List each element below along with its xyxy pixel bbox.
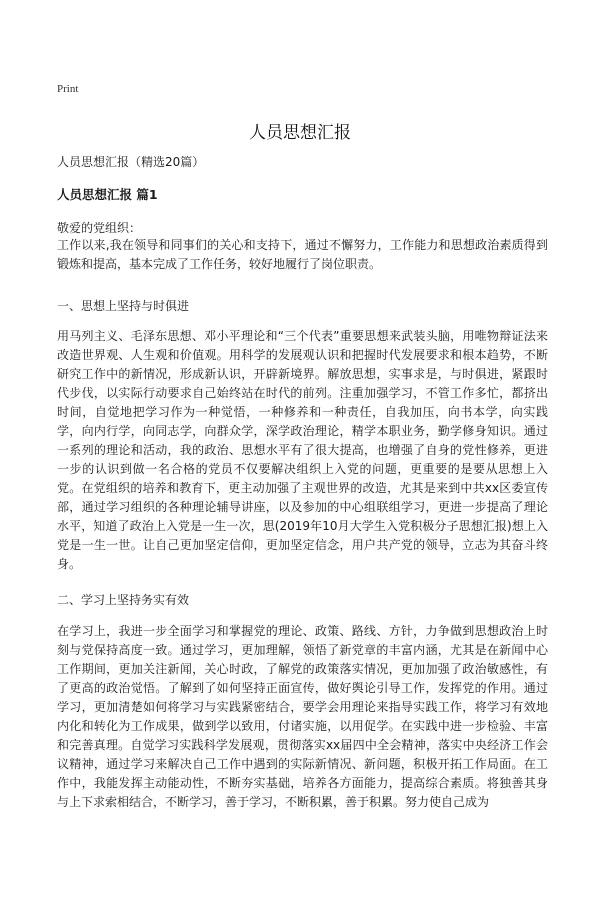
paragraph-thought: 用马列主义、毛泽东思想、邓小平理论和“三个代表”重要思想来武装头脑，用唯物辩证法来改造世界观、人生观和价值观。用科学的发展观认识和把握时代发展要求和根本趋势，不断研究工作中的新情况，形成新认识，开辟新境界。解放思想，实事求是，与时俱进，紧跟时代步伐，以实际行动要求自己始终站在时代的前列。注重加强学习，不管工作多忙，都挤出时间，自觉地把学习作为一种觉悟，一种修养和一种责任，自我加压，向书本学，向实践学，向内行学，向同志学，向群众学，深学政治理论，精学本职业务，勤学修身知识。通过一系列的理论和活动，我的政治、思想水平有了很大提高，也增强了自身的党性修养，更进一步的认识到做一名合格的党员不仅要解决组织上入党的问题，更重要的是要从思想上入党。在党组织的培养和教育下，更主动加强了主观世界的改造，尤其是来到中共xx区委宣传部，通过学习组织的各种理论辅导讲座，以及参加的中心组联组学习，更进一步提高了理论水平，知道了政治上入党是一生一次，思(2019年10月大学生入党积极分子思想汇报)想上入党是一生一世。让自己更加坚定信仰，更加坚定信念，用户共产党的领导，立志为其奋斗终身。 bbox=[57, 329, 548, 571]
paragraph-study: 在学习上，我进一步全面学习和掌握党的理论、政策、路线、方针，力争做到思想政治上时刻与党保持高度一致。通过学习，更加理解，领悟了新党章的丰富内涵，尤其是在新闻中心工作期间，更加关注新闻，关心时政，了解党的政策落实情况，更加加强了政治敏感性，有了更高的政治觉悟。了解到了如何坚持正面宣传，做好舆论引导工作，发挥党的作用。通过学习，更加清楚如何将学习与实践紧密结合，要学会用理论来指导实践工作，将学习有效地内化和转化为工作成果，做到学以致用，付诸实施，以用促学。在实践中进一步检验、丰富和完善真理。自觉学习实践科学发展观，贯彻落实xx届四中全会精神，落实中央经济工作会议精神，通过学习来解决自己工作中遇到的实际新情况、新问题，积极开拓工作局面。在工作中，我能发挥主动能动性，不断夯实基础，培养各方面能力，提高综合素质。将独善其身与上下求索相结合，不断学习，善于学习，不断积累，善于积累。努力使自己成为 bbox=[57, 624, 548, 809]
paragraph-intro: 工作以来,我在领导和同事们的关心和支持下，通过不懈努力，工作能力和思想政治素质得到锻炼和提高，基本完成了工作任务，较好地履行了岗位职责。 bbox=[57, 238, 548, 271]
print-label: Print bbox=[57, 83, 79, 95]
greeting-line: 敬爱的党组织： bbox=[57, 221, 142, 235]
subheading-study: 二、学习上坚持务实有效 bbox=[57, 593, 190, 607]
document-subtitle: 人员思想汇报（精选20篇） bbox=[57, 155, 205, 169]
page-title: 人员思想汇报 bbox=[249, 123, 351, 143]
section-heading: 人员思想汇报 篇1 bbox=[57, 187, 158, 202]
subheading-thought: 一、思想上坚持与时俱进 bbox=[57, 299, 190, 313]
